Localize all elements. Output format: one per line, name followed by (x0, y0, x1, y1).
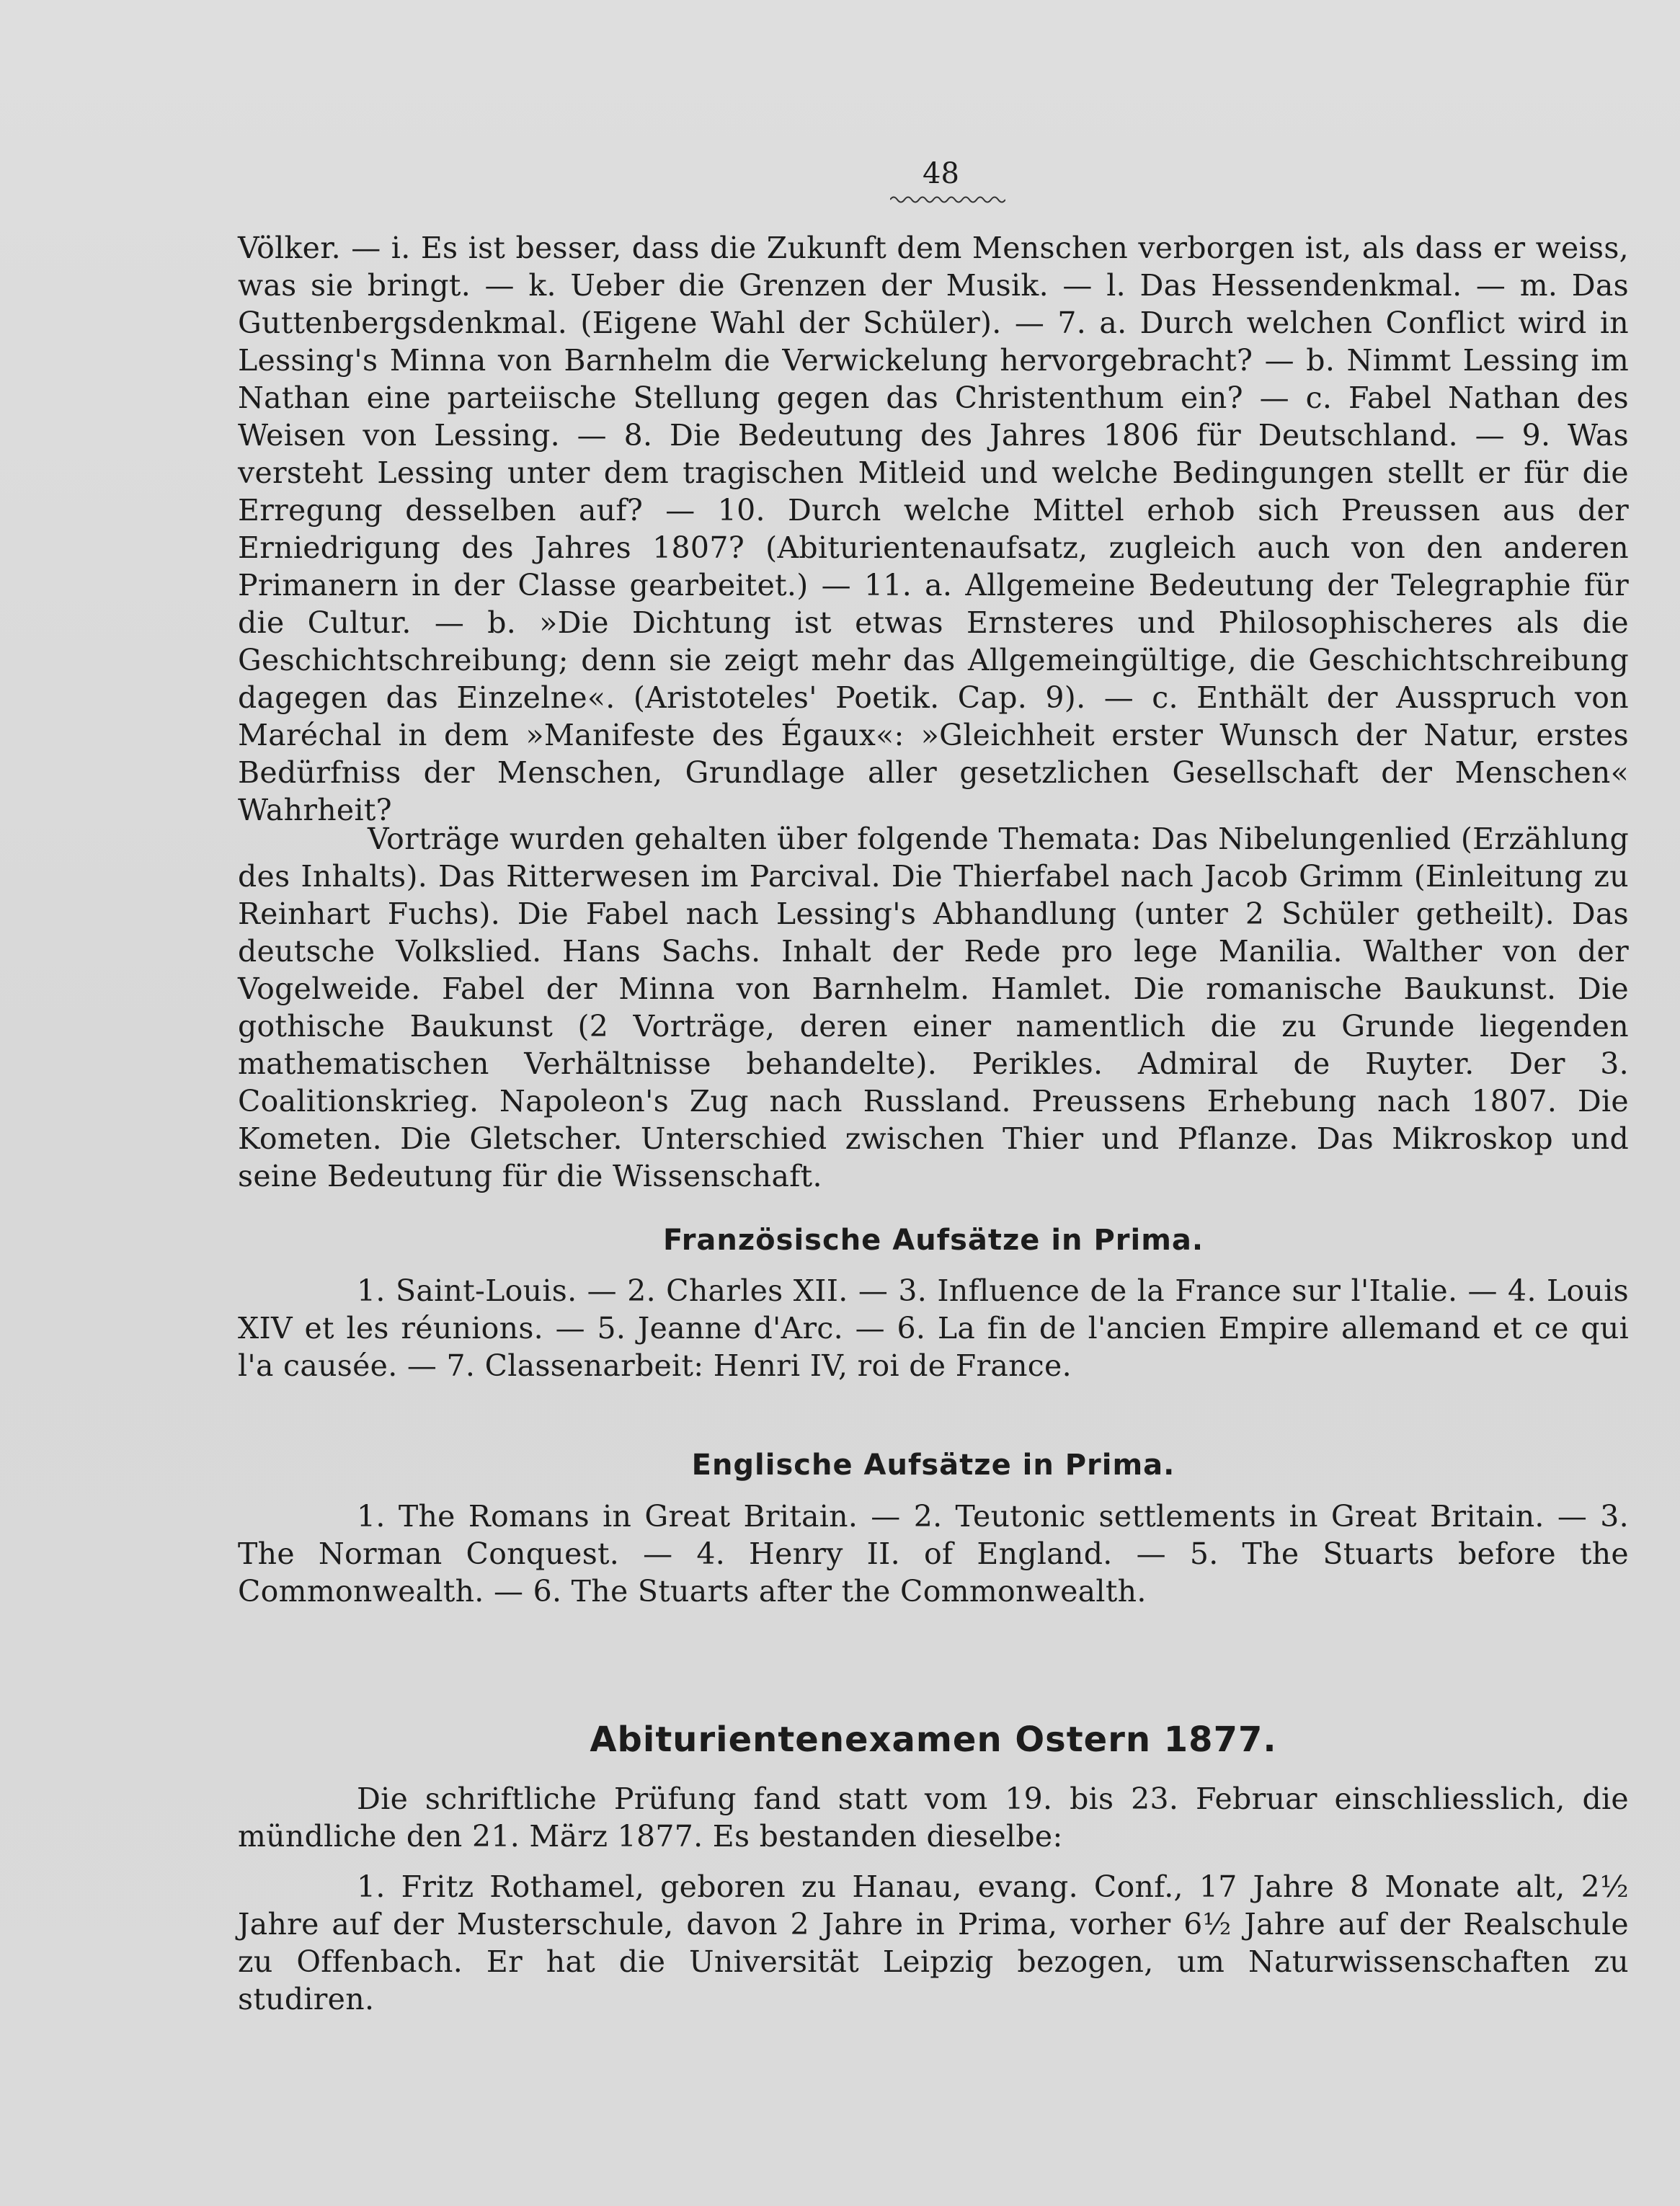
french-essays-heading: Französische Aufsätze in Prima. (662, 1224, 1204, 1257)
english-essays-list: 1. The Romans in Great Britain. — 2. Teutonic settlements in Great Britain. — 3. The Norman Conquest. — 4. Henry II. of England. — 5. The Stuarts before the Commonwealth. — 6. The Stuarts after the Commonwealth. (238, 1499, 1629, 1609)
english-essays-heading: Englische Aufsätze in Prima. (691, 1449, 1175, 1482)
abitur-candidate-entry: 1. Fritz Rothamel, geboren zu Hanau, evang. Conf., 17 Jahre 8 Monate alt, 2½ Jahre auf der Musterschule, davon 2 Jahre in Prima, vorher 6½ Jahre auf der Realschule zu Offenbach. Er hat die Universität Leipzig bezogen, um Naturwissenschaften zu studiren. (238, 1869, 1629, 2016)
lectures-paragraph: Vorträge wurden gehalten über folgende Themata: Das Nibelungenlied (Erzählung des Inhalts). Das Ritterwesen im Parcival. Die Thierfabel nach Jacob Grimm (Einleitung zu Reinhart Fuchs). Die Fabel nach Lessing's Abhandlung (unter 2 Schüler getheilt). Das deutsche Volkslied. Hans Sachs. Inhalt der Rede pro lege Manilia. Walther von der Vogelweide. Fabel der Minna von Barnhelm. Hamlet. Die romanische Baukunst. Die gothische Baukunst (2 Vorträge, deren einer namentlich die zu Grunde liegenden mathematischen Verhältnisse behandelte). Perikles. Admiral de Ruyter. Der 3. Coalitionskrieg. Napoleon's Zug nach Russland. Preussens Erhebung nach 1807. Die Kometen. Die Gletscher. Unterschied zwischen Thier und Pflanze. Das Mikroskop und seine Bedeutung für die Wissenschaft. (238, 822, 1629, 1193)
abitur-exam-heading: Abiturientenexamen Ostern 1877. (590, 1720, 1277, 1760)
essay-topics-paragraph: Völker. — i. Es ist besser, dass die Zukunft dem Menschen verborgen ist, als dass er weiss, was sie bringt. — k. Ueber die Grenzen der Musik. — l. Das Hessendenkmal. — m. Das Guttenbergsdenkmal. (Eigene Wahl der Schüler). — 7. a. Durch welchen Conflict wird in Lessing's Minna von Barnhelm die Verwickelung hervorgebracht? — b. Nimmt Lessing im Nathan eine parteiische Stellung gegen das Christenthum ein? — c. Fabel Nathan des Weisen von Lessing. — 8. Die Bedeutung des Jahres 1806 für Deutschland. — 9. Was versteht Lessing unter dem tragischen Mitleid und welche Bedingungen stellt er für die Erregung desselben auf? — 10. Durch welche Mittel erhob sich Preussen aus der Erniedrigung des Jahres 1807? (Abiturientenaufsatz, zugleich auch von den anderen Primanern in der Classe gearbeitet.) — 11. a. Allgemeine Bedeutung der Telegraphie für die Cultur. — b. »Die Dichtung ist etwas Ernsteres und Philosophischeres als die Geschichtschreibung; denn sie zeigt mehr das Allgemeingültige, die Geschichtschreibung dagegen das Einzelne«. (Aristoteles' Poetik. Cap. 9). — c. Enthält der Ausspruch von Maréchal in dem »Manifeste des Égaux«: »Gleichheit erster Wunsch der Natur, erstes Bedürfniss der Menschen, Grundlage aller gesetzlichen Gesellschaft der Menschen« Wahrheit? (238, 231, 1629, 827)
page-number: 48 (923, 157, 959, 190)
french-essays-list: 1. Saint-Louis. — 2. Charles XII. — 3. Influence de la France sur l'Italie. — 4. Louis XIV et les réunions. — 5. Jeanne d'Arc. — 6. La fin de l'ancien Empire allemand et ce qui l'a causée. — 7. Classenarbeit: Henri IV, roi de France. (238, 1273, 1629, 1383)
page-number-ornament (890, 195, 1005, 205)
abitur-intro-paragraph: Die schriftliche Prüfung fand statt vom 19. bis 23. Februar einschliesslich, die mündliche den 21. März 1877. Es bestanden dieselbe: (238, 1782, 1629, 1854)
